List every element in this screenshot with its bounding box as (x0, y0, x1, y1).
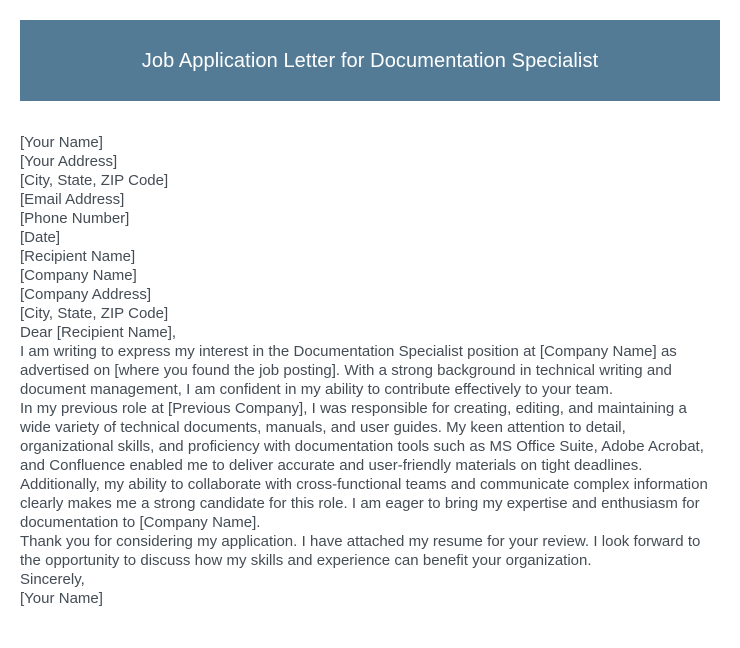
document-header-banner (20, 20, 720, 101)
sender-line-date: [Date] (20, 229, 61, 246)
signature-name: [Your Name] (20, 590, 103, 607)
sender-line-name: [Your Name] (20, 134, 103, 151)
paragraph-experience: In my previous role at [Previous Company], I was responsible for creating, editing, and maintaining a wide variety of technical documents, manuals, and user guides. My keen attention to detail, organizational skills, and proficiency with documentation tools such as MS Office Suite, Adobe Acrobat, and Confluence enabled me to deliver accurate and user-friendly materials on tight deadlines. (20, 400, 704, 474)
recipient-line-company: [Company Name] (20, 267, 137, 284)
letter-body (20, 133, 722, 608)
closing-salutation: Sincerely, (20, 571, 85, 588)
recipient-address-block (20, 247, 722, 323)
sender-line-phone: [Phone Number] (20, 210, 130, 227)
sender-line-email: [Email Address] (20, 191, 125, 208)
recipient-line-company-address: [Company Address] (20, 286, 151, 303)
sender-line-address: [Your Address] (20, 153, 118, 170)
sender-address-block (20, 133, 722, 247)
paragraph-closing-thanks: Thank you for considering my application. I have attached my resume for your review. I look forward to the opportunity to discuss how my skills and experience can benefit your organization. (20, 533, 701, 569)
paragraph-intro: I am writing to express my interest in the Documentation Specialist position at [Company Name] as advertised on [where you found the job posting]. With a strong background in technical writing and document management, I am confident in my ability to contribute effectively to your team. (20, 343, 677, 398)
sender-line-city-state-zip: [City, State, ZIP Code] (20, 172, 169, 189)
salutation: Dear [Recipient Name], (20, 324, 177, 341)
document-title: Job Application Letter for Documentation Specialist (141, 49, 599, 72)
recipient-line-city-state-zip: [City, State, ZIP Code] (20, 305, 169, 322)
paragraph-skills: Additionally, my ability to collaborate with cross-functional teams and communicate complex information clearly makes me a strong candidate for this role. I am eager to bring my expertise and enthusiasm for documentation to [Company Name]. (20, 476, 708, 531)
recipient-line-name: [Recipient Name] (20, 248, 136, 265)
